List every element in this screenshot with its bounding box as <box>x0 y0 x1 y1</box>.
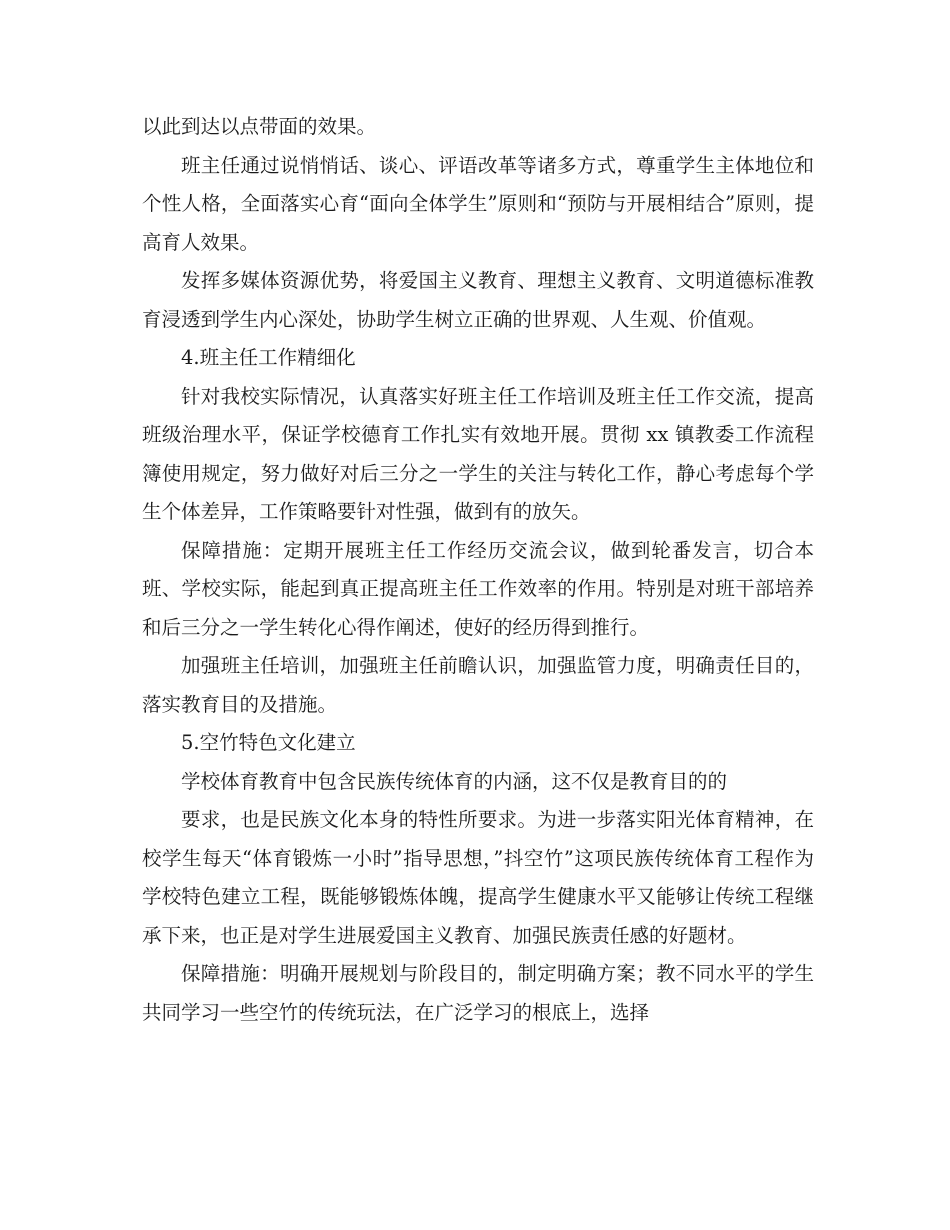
paragraph-section-5-intro: 学校体育教育中包含民族传统体育的内涵，这不仅是教育目的的 <box>181 769 728 793</box>
paragraph-section-5-body: 要求，也是民族文化本身的特性所要求。为进一步落实阳光体育精神，在校学生每天“体育锻炼一小时”指导思想，”抖空竹”这项民族传统体育工程作为学校特色建立工程，既能够锻炼体魄，提高学生健康水平又能够让传统工程继承下来，也正是对学生进展爱国主义教育、加强民族责任感的好题材。 <box>142 808 814 947</box>
section-heading-5: 5.空竹特色文化建立 <box>181 731 356 754</box>
paragraph-section-4-body: 针对我校实际情况，认真落实好班主任工作培训及班主任工作交流，提高班级治理水平，保证学校德育工作扎实有效地开展。贯彻 xx 镇教委工作流程簿使用规定，努力做好对后三分之一学生的关注与转化工作，静心考虑每个学生个体差异，工作策略要针对性强，做到有的放矢。 <box>142 384 814 523</box>
document-body <box>142 108 814 1032</box>
paragraph-multimedia: 发挥多媒体资源优势，将爱国主义教育、理想主义教育、文明道德标准教育浸透到学生内心深处，协助学生树立正确的世界观、人生观、价值观。 <box>142 269 814 331</box>
paragraph-continuation: 以此到达以点带面的效果。 <box>142 115 377 138</box>
paragraph-class-teacher-methods: 班主任通过说悄悄话、谈心、评语改革等诸多方式，尊重学生主体地位和个性人格，全面落实心育“面向全体学生”原则和“预防与开展相结合”原则，提高育人效果。 <box>142 153 814 254</box>
paragraph-section-4-measures: 保障措施：定期开展班主任工作经历交流会议，做到轮番发言，切合本班、学校实际，能起到真正提高班主任工作效率的作用。特别是对班干部培养和后三分之一学生转化心得作阐述，使好的经历得到推行。 <box>142 538 814 639</box>
section-heading-4: 4.班主任工作精细化 <box>181 346 356 369</box>
paragraph-section-5-measures: 保障措施：明确开展规划与阶段目的，制定明确方案；教不同水平的学生共同学习一些空竹的传统玩法，在广泛学习的根底上，选择 <box>142 962 814 1024</box>
paragraph-section-4-training: 加强班主任培训，加强班主任前瞻认识，加强监管力度，明确责任目的，落实教育目的及措施。 <box>142 654 814 716</box>
